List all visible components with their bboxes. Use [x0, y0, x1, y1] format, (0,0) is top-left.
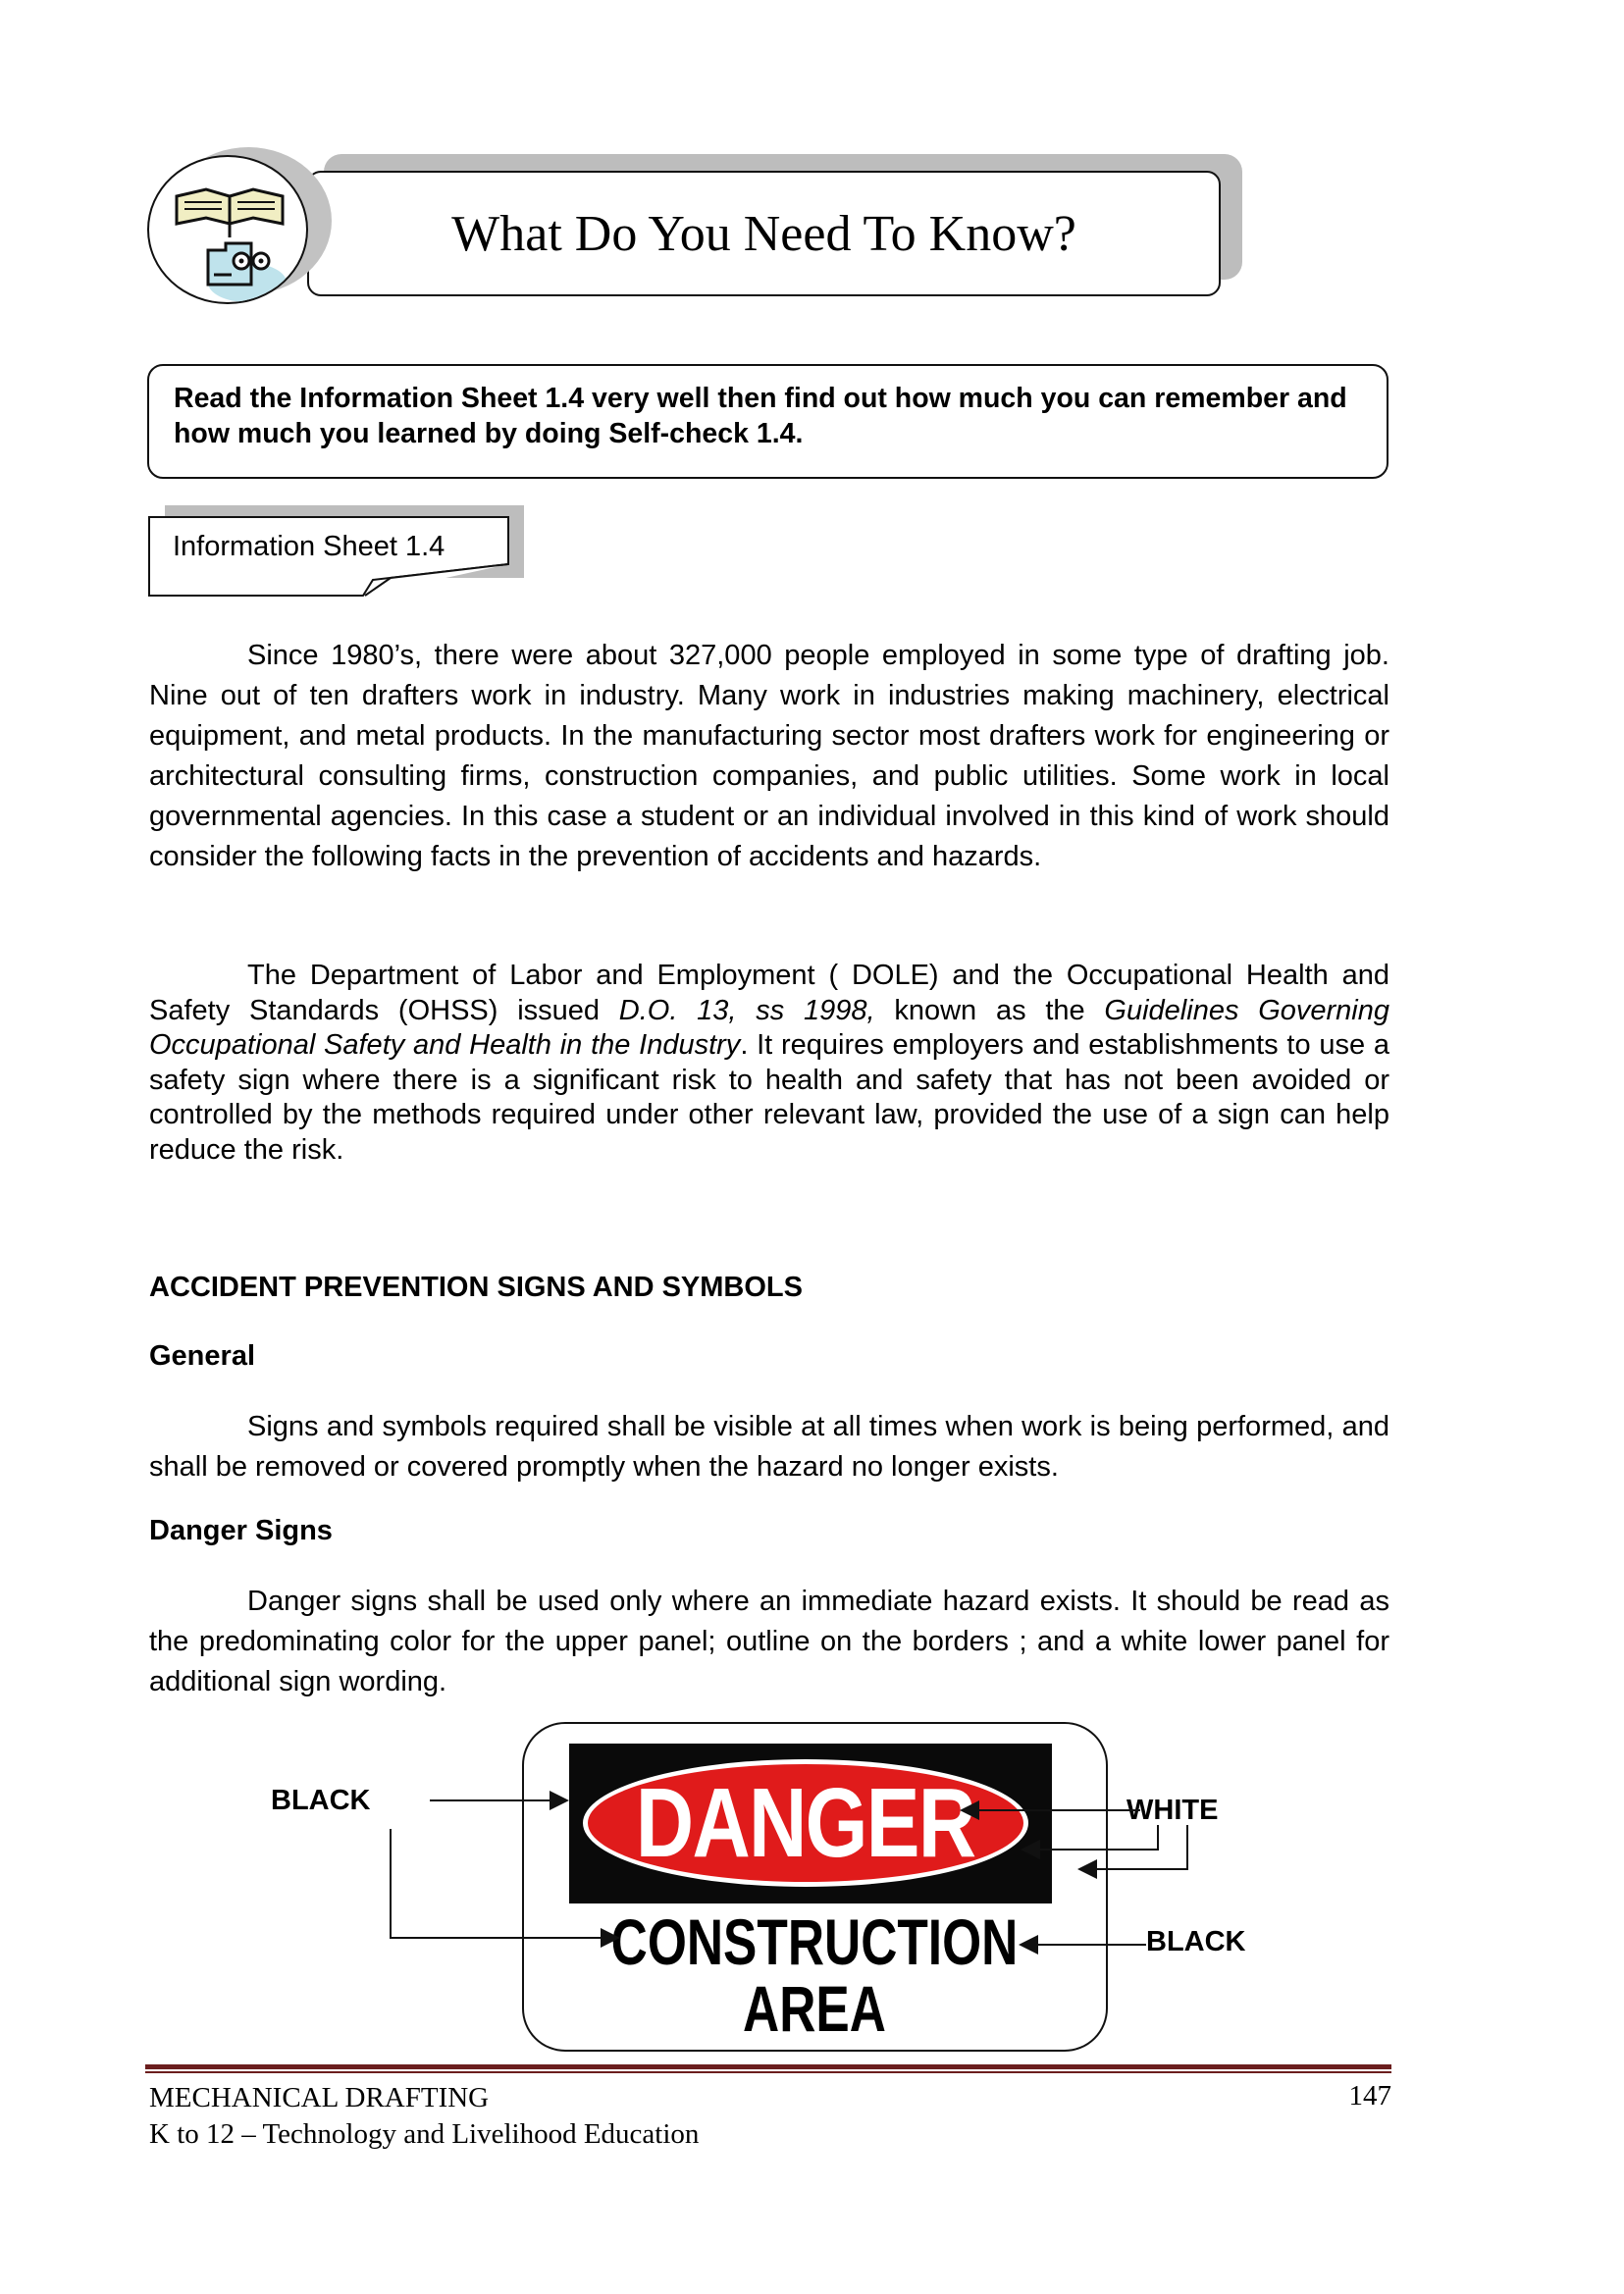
- lower-text-line1: CONSTRUCTION: [610, 1905, 1019, 1978]
- instruction-box: [147, 364, 1388, 479]
- footer-rule-thick: [145, 2064, 1391, 2069]
- general-paragraph: Signs and symbols required shall be visible at all times when work is being performed, and shall be removed or covered promptly when the hazard no longer exists.: [149, 1411, 1389, 1483]
- dole-text-a: The Department of Labor and Employment ( DOLE) and the Occupational Health and Safety Standards (OHSS) issued: [149, 960, 1389, 1026]
- dole-paragraph: [149, 959, 1389, 1168]
- danger-sign-oval: [583, 1759, 1028, 1887]
- dole-text-c: known as the: [874, 994, 1105, 1026]
- info-sheet-label: Information Sheet 1.4: [173, 531, 445, 562]
- footer-rule-thin: [145, 2071, 1391, 2073]
- footer-line1: MECHANICAL DRAFTING: [149, 2082, 490, 2113]
- danger-sign-lower-text: [607, 1905, 1021, 2045]
- dole-text-e: . It requires employers and establishments to use a safety sign where there is a significant risk to health and safety that has not been avoided or controlled by the methods required under other relevant law, provided the use of a sign can help reduce the risk.: [149, 1029, 1389, 1166]
- page-title-text: What Do You Need To Know?: [451, 205, 1076, 262]
- subheading-general: General: [149, 1340, 255, 1372]
- book-reader-icon: [147, 155, 308, 304]
- lower-text-line2: AREA: [743, 1972, 886, 2045]
- section-heading: ACCIDENT PREVENTION SIGNS AND SYMBOLS: [149, 1272, 803, 1303]
- footer-course: [149, 2080, 699, 2153]
- intro-paragraph: Since 1980’s, there were about 327,000 people employed in some type of drafting job. Nine out of ten drafters work in industry. Many work in industries making machinery, electrical equipment, and metal products. In the manufacturing sector most drafters work for engineering or architectural consulting firms, construction companies, and public utilities. Some work in local governmental agencies. In this case a student or an individual involved in this kind of work should consider the following facts in the prevention of accidents and hazards.: [149, 640, 1389, 872]
- instruction-text: Read the Information Sheet 1.4 very well then find out how much you can remember and how much you learned by doing Self-check 1.4.: [174, 383, 1347, 449]
- label-white: WHITE: [1126, 1795, 1219, 1826]
- label-black-right: BLACK: [1146, 1926, 1246, 1957]
- page-number: 147: [1348, 2080, 1391, 2112]
- dole-order-ref: D.O. 13, ss 1998,: [618, 994, 875, 1026]
- label-black-left: BLACK: [271, 1785, 371, 1816]
- page-title: [307, 171, 1221, 296]
- danger-signs-paragraph: Danger signs shall be used only where an immediate hazard exists. It should be read as the predominating color for the upper panel; outline on the borders ; and a white lower panel for additional sign wording.: [149, 1586, 1389, 1697]
- footer-line2: K to 12 – Technology and Livelihood Education: [149, 2118, 700, 2150]
- dole-guidelines-title: Guidelines Governing Occupational Safety and Health in the Industry: [149, 994, 1390, 1061]
- danger-word: DANGER: [636, 1768, 975, 1878]
- subheading-danger-signs: Danger Signs: [149, 1515, 333, 1546]
